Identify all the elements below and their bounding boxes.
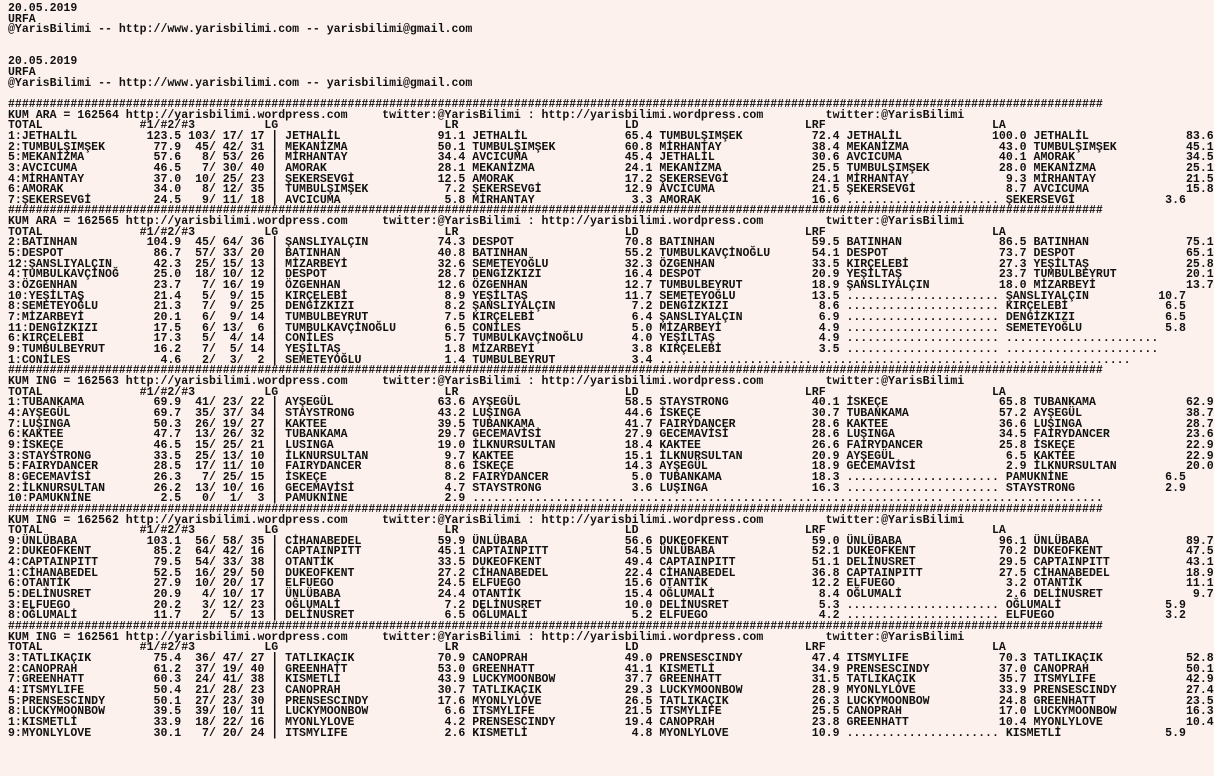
- section-divider: ##############################################################################################################################################################: [8, 502, 1103, 516]
- horse-row: 6:KIRÇELEBİ 17.3 5/ 4/ 14 | CONİLES 5.7 TUMBULKAVÇİNOĞLU 4.0 YEŞİLTAŞ 4.9 ...................... ......................: [8, 332, 1159, 346]
- horse-row: 11:DENGİZKIZI 17.5 6/ 13/ 6 | TUMBULKAVÇİNOĞLU 6.5 CONİLES 5.0 MİZARBEYİ 4.9 ...................... SEMETEYOĞLU 5.8: [8, 321, 1186, 335]
- race-header: KUM ARA = 162564 http://yarisbilimi.wordpress.com twitter:@YarisBilimi : http://yarisbilimi.wordpress.com twitter:@YarisBilimi: [8, 108, 965, 122]
- horse-row: 2:CANOPRAH 61.2 37/ 19/ 40 | GREENHATT 53.0 GREENHATT 41.1 KISMETLİ 34.9 PRENSESCINDY 37.0 CANOPRAH 50.1: [8, 662, 1214, 676]
- horse-row: 4:ITSMYLIFE 50.4 21/ 28/ 23 | CANOPRAH 30.7 TATLIKAÇIK 29.3 LUCKYMOONBOW 28.9 MYONLYLOVE 33.9 PRENSESCINDY 27.4: [8, 684, 1214, 697]
- horse-row: 6:OTANTİK 27.9 10/ 20/ 17 | ELFUEGO 24.5 ELFUEGO 15.6 OTANTİK 12.2 ELFUEGO 3.2 OTANTİK 11.1: [8, 577, 1214, 591]
- horse-row: 2:DUKEOFKENT 85.2 64/ 42/ 16 | CAPTAINPITT 45.1 CAPTAINPITT 54.5 ÜNLÜBABA 52.1 DUKEOFKENT 70.2 DUKEOFKENT 47.5: [8, 545, 1214, 559]
- horse-row: 3:ÖZGENHAN 23.7 7/ 16/ 19 | ÖZGENHAN 12.6 ÖZGENHAN 12.7 TUMBULBEYRUT 18.9 ŞANSLIYALÇIN 18.0 MİZARBEYİ 13.7: [8, 279, 1214, 293]
- race-report-document: [8, 4, 1214, 739]
- race-header: KUM ING = 162561 http://yarisbilimi.wordpress.com twitter:@YarisBilimi : http://yarisbilimi.wordpress.com twitter:@YarisBilimi: [8, 630, 965, 644]
- horse-row: 9:MYONLYLOVE 30.1 7/ 20/ 24 | ITSMYLIFE 2.6 KISMETLİ 4.8 MYONLYLOVE 10.9 ...................... KISMETLİ 5.9: [8, 726, 1186, 740]
- horse-row: 5:DESPOT 86.7 57/ 33/ 20 | BATINHAN 40.8 BATINHAN 55.2 TUMBULKAVÇİNOĞLU 54.1 DESPOT 73.7 DESPOT 65.1: [8, 247, 1214, 261]
- horse-row: 7:MİZARBEYİ 20.1 6/ 9/ 14 | TUMBULBEYRUT 7.5 KIRÇELEBİ 6.4 ŞANSLIYALÇIN 6.9 ...................... DENGİZKIZI 6.5: [8, 311, 1186, 325]
- report-line: @YarisBilimi -- http://www.yarisbilimi.com -- yarisbilimi@gmail.com: [8, 76, 473, 90]
- horse-row: 10:PAMUKNİNE 2.5 0/ 1/ 3 | PAMUKNİNE 2.9 ...................... ...................... ...................... ......................: [8, 492, 1103, 506]
- column-header-row: TOTAL #1/#2/#3 LG LR LD LRF LA: [8, 385, 1006, 399]
- section-divider: ##############################################################################################################################################################: [8, 204, 1103, 218]
- horse-row: 5:DELİNUSRET 20.9 4/ 10/ 17 | ÜNLÜBABA 24.4 OTANTİK 15.4 OĞLUMALİ 8.4 OĞLUMALİ 2.6 DELİNUSRET 9.7: [8, 588, 1214, 602]
- horse-row: 7:ŞEKERSEVGİ 24.5 9/ 11/ 18 | AVCICUMA 5.8 MİRHANTAY 3.3 AMORAK 16.6 ...................... ŞEKERSEVGİ 3.6: [8, 193, 1186, 207]
- horse-row: 1:CİHANABEDEL 52.5 16/ 29/ 50 | DUKEOFKENT 27.2 CİHANABEDEL 22.4 CİHANABEDEL 36.8 CAPTAINPITT 27.5 CİHANABEDEL 18.9: [8, 566, 1214, 580]
- horse-row: 1:KISMETLİ 33.9 18/ 22/ 16 | MYONLYLOVE 4.2 PRENSESCINDY 19.4 CANOPRAH 23.8 GREENHATT 10.4 MYONLYLOVE 10.4: [8, 715, 1214, 729]
- horse-row: 9:TUMBULBEYRUT 16.2 7/ 5/ 14 | YEŞİLTAŞ 1.8 MİZARBEYİ 3.8 KIRÇELEBİ 3.5 ...................... ......................: [8, 343, 1159, 356]
- column-header-row: TOTAL #1/#2/#3 LG LR LD LRF LA: [8, 119, 1006, 133]
- column-header-row: TOTAL #1/#2/#3 LG LR LD LRF LA: [8, 524, 1006, 538]
- horse-row: 7:LUŞINGA 50.3 26/ 19/ 27 | KAKTEE 39.5 TUBANKAMA 41.7 FAIRYDANCER 28.6 KAKTEE 36.6 LUŞINGA 28.7: [8, 417, 1214, 431]
- horse-row: 2:BATINHAN 104.9 45/ 64/ 36 | ŞANSLIYALÇIN 74.3 DESPOT 70.8 BATINHAN 59.5 BATINHAN 86.5 BATINHAN 75.1: [8, 236, 1214, 250]
- horse-row: 5:MEKANİZMA 57.6 8/ 53/ 26 | MİRHANTAY 34.4 AVCICUMA 45.4 JETHALİL 30.6 AVCICUMA 40.1 AMORAK 34.5: [8, 151, 1214, 165]
- section-divider: ##############################################################################################################################################################: [8, 364, 1103, 378]
- race-header: KUM ING = 162563 http://yarisbilimi.wordpress.com twitter:@YarisBilimi : http://yarisbilimi.wordpress.com twitter:@YarisBilimi: [8, 374, 965, 388]
- horse-row: 9:İSKEÇE 46.5 15/ 25/ 21 | LUSINGA 19.0 İLKNURSULTAN 18.4 KAKTEE 26.6 FAIRYDANCER 25.8 İSKEÇE 22.9: [8, 438, 1214, 452]
- column-header-row: TOTAL #1/#2/#3 LG LR LD LRF LA: [8, 641, 1006, 655]
- section-divider: ##############################################################################################################################################################: [8, 97, 1103, 111]
- horse-row: 3:ELFUEGO 20.2 3/ 12/ 23 | OĞLUMALİ 7.2 DELİNUSRET 10.0 DELİNUSRET 5.3 ...................... OĞLUMALİ 5.9: [8, 598, 1186, 612]
- horse-row: 8:OĞLUMALİ 11.7 2/ 5/ 13 | DELİNUSRET 6.5 OĞLUMALİ 5.2 ELFUEGO 4.2 ...................... ELFUEGO 3.2: [8, 609, 1186, 623]
- horse-row: 7:GREENHATT 60.3 24/ 41/ 38 | KISMETLİ 43.9 LUCKYMOONBOW 37.7 GREENHATT 31.5 TATLIKAÇIK 35.7 ITSMYLIFE 42.9: [8, 673, 1214, 687]
- horse-row: 2:TUMBULŞIMŞEK 77.9 45/ 42/ 31 | MEKANİZMA 50.1 TUMBULŞIMŞEK 60.8 MİRHANTAY 38.4 MEKANİZMA 43.0 TUMBULŞIMŞEK 45.1: [8, 140, 1214, 154]
- horse-row: 6:AMORAK 34.0 8/ 12/ 35 | TUMBULŞIMŞEK 7.2 ŞEKERSEVGİ 12.9 AVCICUMA 21.5 ŞEKERSEVGİ 8.7 AVCICUMA 15.8: [8, 183, 1214, 197]
- horse-row: 3:STAYSTRONG 33.5 25/ 13/ 10 | İLKNURSULTAN 9.7 KAKTEE 15.1 İLKNURSULTAN 20.9 AYŞEGÜL 6.5 KAKTEE 22.9: [8, 449, 1214, 463]
- horse-row: 10:YEŞİLTAŞ 21.4 5/ 9/ 15 | KIRÇELEBİ 8.9 YEŞİLTAŞ 11.7 SEMETEYOĞLU 13.5 ...................... ŞANSLIYALÇIN 10.7: [8, 289, 1186, 303]
- report-line: 20.05.2019: [8, 55, 78, 69]
- horse-row: 4:TUMBULKAVÇİNOĞ 25.0 18/ 10/ 12 | DESPOT 28.7 DENGİZKIZI 16.4 DESPOT 20.9 YEŞİLTAŞ 23.7 TUMBULBEYRUT 20.1: [8, 268, 1214, 282]
- horse-row: 8:GECEMAVİSİ 26.3 7/ 25/ 15 | İSKEÇE 8.2 FAIRYDANCER 5.0 TUBANKAMA 18.3 ...................... PAMUKNİNE 6.5: [8, 470, 1186, 484]
- horse-row: 2:İLKNURSULTAN 26.2 13/ 10/ 16 | GECEMAVİSİ 4.7 STAYSTRONG 3.6 LUŞINGA 16.3 ...................... STAYSTRONG 2.9: [8, 481, 1186, 495]
- race-header: KUM ARA = 162565 http://yarisbilimi.wordpress.com twitter:@YarisBilimi : http://yarisbilimi.wordpress.com twitter:@YarisBilimi: [8, 215, 965, 229]
- horse-row: 8:SEMETEYOĞLU 21.3 7/ 9/ 25 | DENGİZKIZI 8.2 ŞANSLIYALÇIN 7.2 DENGİZKIZI 8.6 ...................... KIRÇELEBİ 6.5: [8, 300, 1186, 314]
- horse-row: 1:TUBANKAMA 69.9 41/ 23/ 22 | AYŞEGÜL 63.6 AYŞEGÜL 58.5 STAYSTRONG 40.1 İSKEÇE 65.8 TUBANKAMA 62.9: [8, 396, 1214, 410]
- blank-line: [8, 36, 1214, 47]
- horse-row: 3:AVCICUMA 46.5 7/ 30/ 40 | AMORAK 28.1 MEKANİZMA 24.1 MEKANİZMA 25.5 TUMBULŞIMŞEK 28.0 MEKANİZMA 25.1: [8, 161, 1214, 175]
- horse-row: 1:JETHALİL 123.5 103/ 17/ 17 | JETHALİL 91.1 JETHALİL 65.4 TUMBULŞIMŞEK 72.4 JETHALİL 100.0 JETHALİL 83.6: [8, 129, 1214, 143]
- horse-row: 5:FAIRYDANCER 28.5 17/ 11/ 10 | FAIRYDANCER 8.6 İSKEÇE 14.3 AYŞEGÜL 18.9 GECEMAVİSİ 2.9 İLKNURSULTAN 20.0: [8, 460, 1214, 474]
- section-divider: ##############################################################################################################################################################: [8, 620, 1103, 634]
- race-header: KUM ING = 162562 http://yarisbilimi.wordpress.com twitter:@YarisBilimi : http://yarisbilimi.wordpress.com twitter:@YarisBilimi: [8, 513, 965, 527]
- horse-row: 4:MİRHANTAY 37.0 10/ 25/ 23 | ŞEKERSEVGİ 12.5 AMORAK 17.2 ŞEKERSEVGİ 24.1 MİRHANTAY 9.3 MİRHANTAY 21.5: [8, 172, 1214, 186]
- horse-row: 3:TATLIKAÇIK 75.4 36/ 47/ 27 | TATLIKAÇIK 70.9 CANOPRAH 49.0 PRENSESCINDY 47.4 ITSMYLIFE 70.3 TATLIKAÇIK 52.8: [8, 652, 1214, 666]
- horse-row: 8:LUCKYMOONBOW 39.5 39/ 10/ 11 | LUCKYMOONBOW 6.6 ITSMYLIFE 21.5 ITSMYLIFE 25.5 CANOPRAH 17.0 LUCKYMOONBOW 16.3: [8, 705, 1214, 719]
- horse-row: 6:KAKTEE 47.7 13/ 26/ 32 | TUBANKAMA 29.7 GECEMAVİSİ 27.9 GECEMAVİSİ 28.6 LUŞINGA 34.5 FAIRYDANCER 23.6: [8, 428, 1214, 442]
- blank-line: [8, 47, 1214, 58]
- horse-row: 5:PRENSESCINDY 50.1 27/ 23/ 30 | PRENSESCINDY 17.6 MYONLYLOVE 26.5 TATLIKAÇIK 26.3 LUCKYMOONBOW 24.8 GREENHATT 23.5: [8, 694, 1214, 708]
- report-line: URFA: [8, 12, 36, 26]
- column-header-row: TOTAL #1/#2/#3 LG LR LD LRF LA: [8, 225, 1006, 239]
- report-line: URFA: [8, 65, 36, 79]
- horse-row: 4:CAPTAINPITT 79.5 54/ 33/ 38 | OTANTİK 33.5 DUKEOFKENT 49.4 CAPTAINPITT 51.1 DELİNUSRET 29.5 CAPTAINPITT 43.1: [8, 556, 1214, 570]
- horse-row: 12:ŞANSLIYALÇIN 42.3 25/ 15/ 13 | MİZARBEYİ 32.6 SEMETEYOĞLU 32.3 ÖZGENHAN 33.5 KIRÇELEBİ 27.3 YEŞİLTAŞ 25.8: [8, 257, 1214, 271]
- horse-row: 4:AYŞEGÜL 69.7 35/ 37/ 34 | STAYSTRONG 43.2 LUŞINGA 44.6 İSKEÇE 30.7 TUBANKAMA 57.2 AYŞEGÜL 38.7: [8, 406, 1214, 420]
- horse-row: 9:ÜNLÜBABA 103.1 56/ 58/ 35 | CİHANABEDEL 59.9 ÜNLÜBABA 56.6 DUKEOFKENT 59.0 ÜNLÜBABA 96.1 ÜNLÜBABA 89.7: [8, 534, 1214, 548]
- report-line: 20.05.2019: [8, 2, 78, 15]
- horse-row: 1:CONİLES 4.6 2/ 3/ 2 | SEMETEYOĞLU 1.4 TUMBULBEYRUT 3.4 ...................... ...................... ......................: [8, 353, 1131, 367]
- report-line: @YarisBilimi -- http://www.yarisbilimi.com -- yarisbilimi@gmail.com: [8, 23, 473, 37]
